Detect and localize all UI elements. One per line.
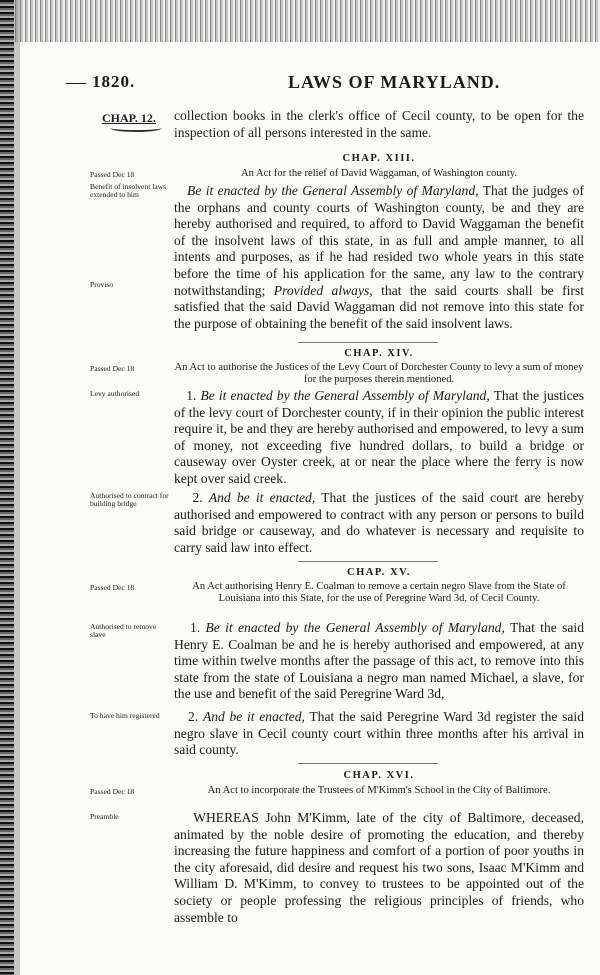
chapter-14-section-1: [174, 388, 584, 488]
enacting-clause: And be it enacted,: [202, 709, 305, 724]
proviso-clause: Provided always,: [273, 282, 373, 298]
chapter-14-heading: CHAP. XIV.: [344, 348, 414, 359]
chapter-15-passed: Passed Dec 18: [90, 583, 135, 592]
chapter-14-title: An Act to authorise the Justices of the Levy Court of Dorchester County to levy a sum of money for the purposes therein mentioned.: [174, 362, 584, 385]
running-title: LAWS OF MARYLAND.: [288, 72, 501, 92]
document-page: [28, 0, 588, 975]
enacting-clause: Be it enacted by the General Assembly of Maryland,: [205, 620, 505, 635]
chapter-13-heading: CHAP. XIII.: [342, 153, 416, 164]
section-text: That the justices of the said court are hereby authorised and empowered to contract with any person or persons to build said bridge or causeway, and do whatever is necessary and requisite to carry said law into effect.: [174, 490, 584, 555]
enacting-clause: Be it enacted by the General Assembly of Maryland,: [187, 183, 479, 198]
chapter-13-title: An Act for the relief of David Waggaman, of Washington county.: [240, 168, 518, 179]
chapter-15-margin-register: To have him registered: [90, 711, 160, 720]
proviso-text: that the said courts shall be first satisfied that the said David Waggaman did not remove into this state for the purpose of obtaining the benefit of the said insolvent laws.: [174, 282, 584, 331]
chapter-14-margin-contract: Authorised to contract for building bridge: [90, 491, 169, 509]
chapter-16-heading: CHAP. XVI.: [343, 770, 415, 781]
section-number: 2.: [188, 709, 199, 724]
chapter-14-margin-levy: Levy authorised: [90, 389, 140, 398]
chapter-12-text: collection books in the clerk's office of Cecil county, to be open for the inspection of all persons interested in the same.: [174, 108, 584, 140]
chapter-13-margin-benefit: Benefit of insolvent laws extended to him: [90, 182, 167, 200]
section-divider: [298, 342, 438, 343]
chapter-15-heading: CHAP. XV.: [347, 567, 411, 578]
chapter-13-margin-proviso: Proviso: [90, 280, 114, 289]
section-number: 2.: [192, 490, 203, 505]
chapter-15-section-2: [174, 709, 584, 759]
chapter-16-preamble: [174, 810, 584, 926]
chapter-16-passed: Passed Dec 18: [90, 787, 135, 796]
chapter-13-passed: Passed Dec 18: [90, 170, 135, 179]
chapter-12-ref: CHAP. 12.: [102, 111, 156, 125]
section-text: That the said Peregrine Ward 3d register the said negro slave in Cecil county court within three months after his arrival in said county.: [174, 709, 584, 758]
page-header: [28, 72, 588, 94]
chapter-ref-flourish: [110, 124, 162, 132]
chapter-15-section-1: [174, 620, 584, 703]
section-number: 1.: [189, 620, 201, 635]
header-dash: [66, 83, 86, 84]
chapter-16-title: An Act to incorporate the Trustees of M'Kimm's School in the City of Baltimore.: [207, 785, 551, 796]
chapter-15-margin-remove: Authorised to remove slave: [90, 622, 157, 640]
section-text: That the justices of the levy court of Dorchester county, if in their opinion the public interest require it, be and they are hereby authorised and empowered, to levy a sum of money, not exceeding five hundred dollars, to build a bridge or causeway over Oyster creek, at or near the place where the ferry is now kept over said creek.: [174, 388, 585, 486]
enacting-clause: And be it enacted,: [208, 490, 316, 505]
section-text: That the judges of the orphans and county courts of Washington county, be and they are hereby authorised and required, to afford to David Waggaman the benefit of the insolvent laws of this state, in as full and ample manner, to all intents and purposes, as if he had resided two whole years in this state before the time of his application for the same, any law to the contrary notwithstanding;: [174, 183, 584, 298]
chapter-16-margin-preamble: Preamble: [90, 812, 119, 821]
chapter-14-passed: Passed Dec 18: [90, 364, 135, 373]
section-number: 1.: [186, 388, 197, 403]
page-number: 1820.: [92, 72, 136, 91]
chapter-13-section: [174, 183, 584, 332]
chapter-15-title: An Act authorising Henry E. Coalman to remove a certain negro Slave from the State of Louisiana into this State, for the use of Peregrine Ward 3d, of Cecil County.: [192, 581, 566, 604]
section-divider: [298, 763, 438, 764]
whereas-word: WHEREAS: [193, 810, 259, 825]
preamble-text: John M'Kimm, late of the city of Baltimore, deceased, animated by the noble desire of promoting the education, and thereby increasing the future happiness and comfort of a portion of poor youths in the city aforesaid, did desire and request his two sons, Isaac M'Kimm and William D. M'Kimm, to convey to trustees to be appointed out of the society or people professing the religious principles of friends, who assemble to: [174, 810, 584, 925]
section-text: That the said Henry E. Coalman be and he is hereby authorised and empowered, at any time within twelve months after the passage of this act, to remove into this state from the state of Louisiana a negro man named Michael, a slave, for the use and benefit of the said Peregrine Ward 3d,: [174, 620, 585, 702]
chapter-14-section-2: [174, 490, 584, 556]
section-divider: [298, 561, 438, 562]
scan-binding-shadow: [14, 0, 20, 975]
scan-binding-edge: [0, 0, 14, 975]
enacting-clause: Be it enacted by the General Assembly of Maryland,: [200, 388, 490, 403]
